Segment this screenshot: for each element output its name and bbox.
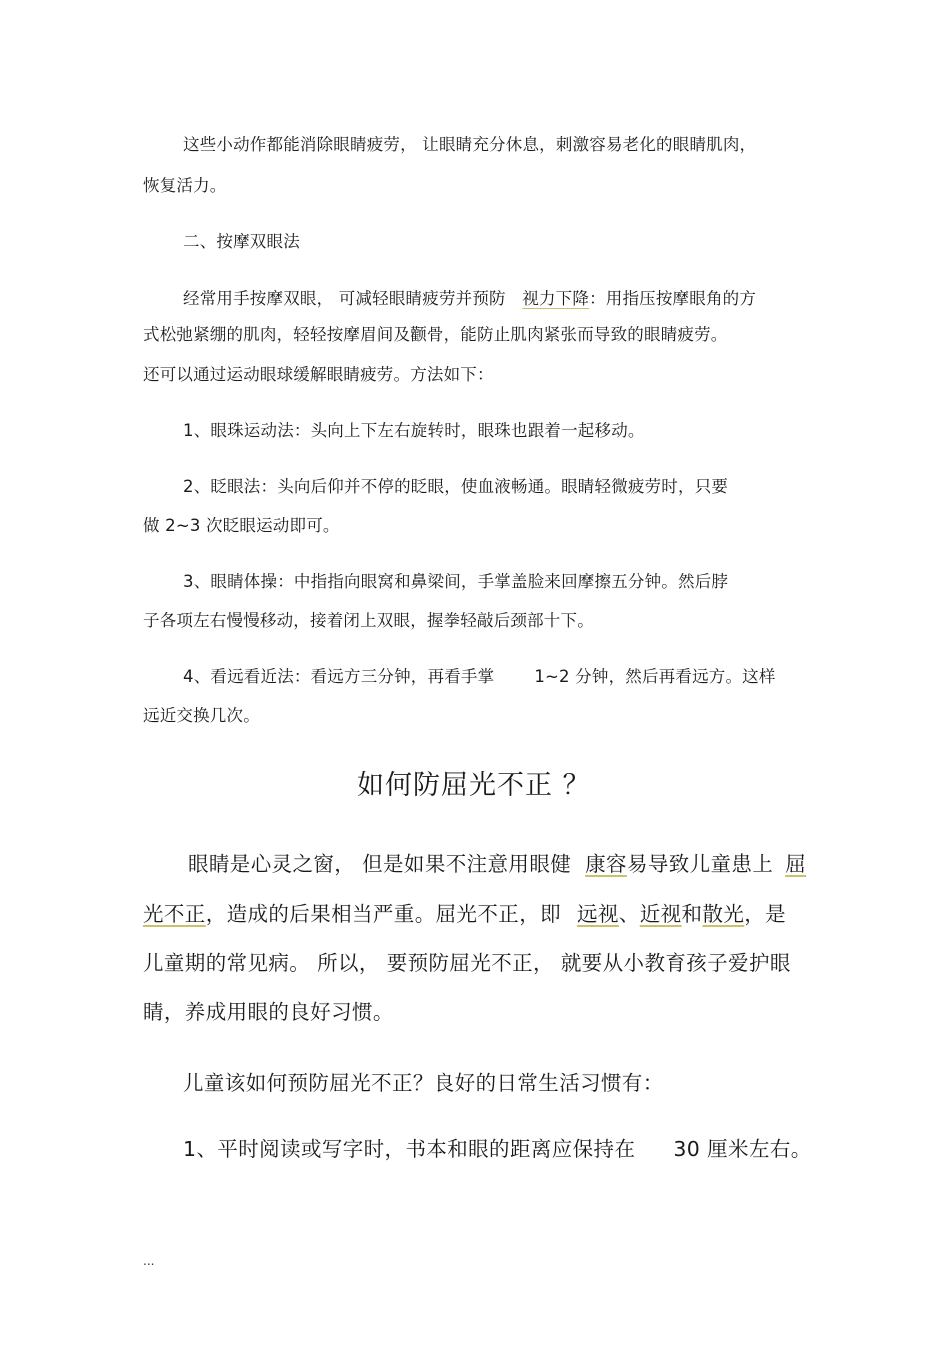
p3-l1-text-a: 眼睛是心灵之窗， 但是如果不注意用眼健 [188, 852, 572, 876]
p2-line1-text-a: 经常用手按摩双眼， 可减轻眼睛疲劳并预防 [183, 289, 506, 308]
method-1: 1、眼珠运动法：头向上下左右旋转时，眼珠也跟着一起移动。 [183, 421, 645, 440]
method-3-line2: 子各项左右慢慢移动，接着闭上双眼，握拳轻敲后颈部十下。 [143, 611, 594, 630]
p2-line3: 还可以通过运动眼球缓解眼睛疲劳。方法如下： [143, 365, 494, 384]
method-4-text-a: 4、看远看近法：看远方三分钟，再看手掌 [183, 667, 495, 686]
section-heading-massage: 二、按摩双眼法 [183, 232, 300, 251]
section-title: 如何防屈光不正 ？ [357, 770, 591, 801]
link-kangrong[interactable]: 康容 [585, 852, 627, 876]
link-qu[interactable]: 屈 [785, 852, 807, 876]
p2-line1 [183, 285, 756, 309]
method-3-line1: 3、眼睛体操：中指指向眼窝和鼻梁间，手掌盖脸来回摩擦五分钟。然后脖 [183, 572, 729, 591]
p3-l2-text-b: 、 [618, 902, 640, 926]
p3-line1 [188, 847, 806, 877]
p3-l1-text-b: 易导致儿童患上 [626, 852, 774, 876]
method-4-line2: 远近交换几次。 [143, 706, 260, 725]
method-2-line1: 2、眨眼法：头向后仰并不停的眨眼，使血液畅通。眼睛轻微疲劳时，只要 [183, 477, 729, 496]
method-4-text-b: 1~2 分钟，然后再看远方。这样 [534, 667, 776, 686]
link-refractive-error[interactable]: 光不正 [143, 902, 206, 926]
page-footer-ellipsis: ... [143, 1254, 155, 1268]
link-hyperopia[interactable]: 远视 [577, 902, 619, 926]
p3-line4: 睛，养成用眼的良好习惯。 [143, 1000, 394, 1024]
p5 [183, 1132, 812, 1162]
p4: 儿童该如何预防屈光不正？良好的日常生活习惯有： [183, 1071, 664, 1095]
p5-text-b: 30 厘米左右。 [673, 1137, 812, 1161]
link-vision-decline[interactable]: 视力下降 [522, 289, 590, 308]
link-myopia[interactable]: 近视 [639, 902, 682, 926]
p1-line2: 恢复活力。 [143, 176, 227, 195]
p3-l2-text-a: ，造成的后果相当严重。屈光不正，即 [205, 902, 562, 926]
p3-l2-text-d: ，是 [744, 902, 787, 926]
p3-l2-text-c: 和 [681, 902, 703, 926]
link-astigmatism[interactable]: 散光 [702, 902, 745, 926]
p5-text-a: 1、平时阅读或写字时，书本和眼的距离应保持在 [183, 1137, 636, 1161]
method-4-line1 [183, 663, 776, 687]
p3-line3: 儿童期的常见病。 所以， 要预防屈光不正， 就要从小教育孩子爱护眼 [143, 951, 791, 975]
p2-line1-text-b: ：用指压按摩眼角的方 [589, 289, 757, 308]
p3-line2 [143, 897, 786, 927]
p2-line2: 式松弛紧绷的肌肉，轻轻按摩眉间及颧骨，能防止肌肉紧张而导致的眼睛疲劳。 [143, 325, 728, 344]
p1-line1: 这些小动作都能消除眼睛疲劳， 让眼睛充分休息，刺激容易老化的眼睛肌肉， [183, 135, 757, 154]
method-2-line2: 做 2~3 次眨眼运动即可。 [143, 516, 340, 535]
